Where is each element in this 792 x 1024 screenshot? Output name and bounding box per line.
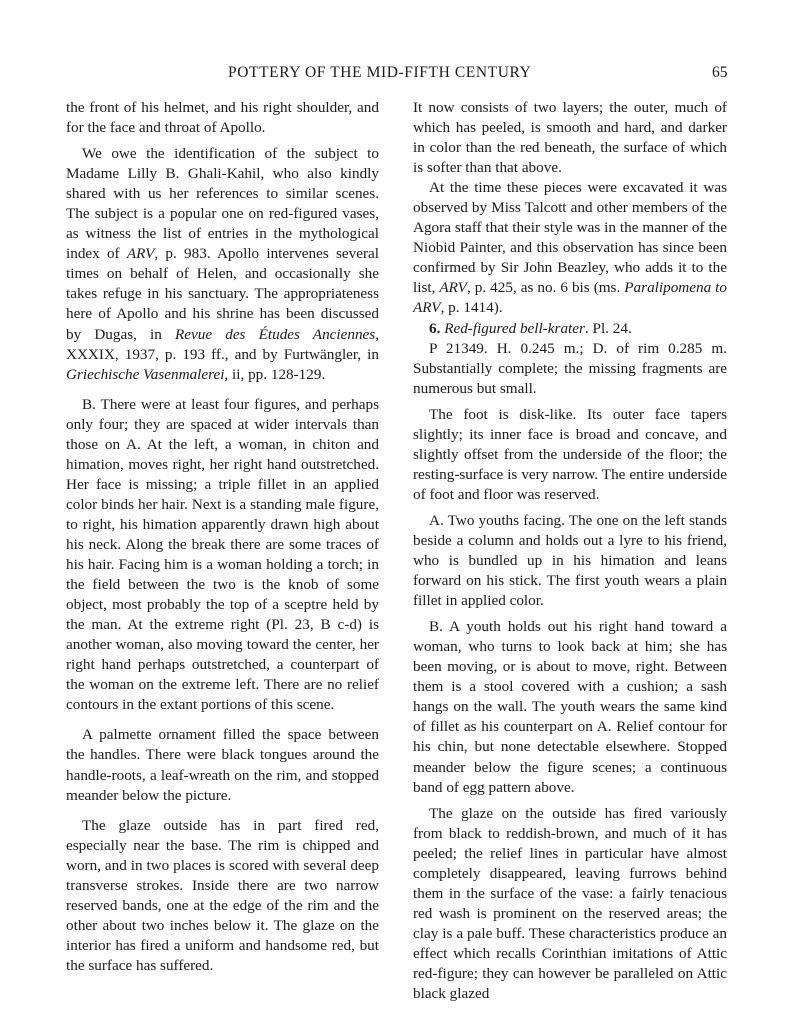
- paragraph-glaze: The glaze outside has in part fired red, especially near the base. The rim is chipped and worn, and in two places is scored with several deep transverse strokes. Inside there are two narrow reserved bands, one at the edge of the rim and the other about two inches below it. The glaze on the interior has fired a uniform and handsome red, but the surface has suffered.: [66, 816, 379, 974]
- paragraph-foot: The foot is disk-like. Its outer face tapers slightly; its inner face is broad and concave, and slightly offset from the underside of the floor; the resting-surface is very narrow. The entire underside of foot and floor was reserved.: [413, 405, 727, 503]
- paragraph-identification: We owe the identification of the subject to Madame Lilly B. Ghali-Kahil, who also kindly shared with us her references to similar scenes. The subject is a popular one on red-figured vases, as witness the list of entries in the mythological index of ARV, p. 983. Apollo intervenes several times on behalf of Helen, and occasionally she takes refuge in his sanctuary. The appropriateness here of Apollo and his shrine has been discussed by Dugas, in Revue des Études Anciennes, XXXIX, 1937, p. 193 ff., and by Furtwängler, in Griechische Vasenmalerei, ii, pp. 128-129.: [66, 145, 379, 383]
- paragraph-glaze-outside: The glaze on the outside has fired variously from black to reddish-brown, and much of it has peeled; the relief lines in particular have almost completely disappeared, leaving furrows behind them in the surface of the vase: a fairly tenacious red wash is prominent on the reserved areas; the clay is a pale buff. These characteristics produce an effect which recalls Corinthian imitations of Attic red-figure; they can however be paralleled on Attic black glazed: [413, 804, 727, 1003]
- paralipomena-reference: Paralipomena to ARV: [413, 279, 727, 317]
- paragraph-palmette: A palmette ornament filled the space between the handles. There were black tongues around the handle-roots, a leaf-wreath on the rim, and stopped meander below the picture.: [66, 726, 379, 804]
- entry-plate: . Pl. 24.: [584, 319, 632, 337]
- paragraph-side-a: A. Two youths facing. The one on the left stands beside a column and holds out a lyre to his friend, who is bundled up in his himation and leans forward on his stick. The first youth wears a plain fillet in applied color.: [413, 511, 727, 610]
- catalogue-entry-heading: [413, 319, 727, 339]
- running-title: POTTERY OF THE MID-FIFTH CENTURY: [228, 64, 532, 81]
- running-head: [0, 64, 792, 86]
- paragraph-helmet-continuation: the front of his helmet, and his right shoulder, and for the face and throat of Apollo.: [66, 99, 379, 137]
- entry-title: Red-figured bell-krater: [444, 319, 585, 337]
- revue-reference: Revue des Études Anciennes,: [175, 325, 379, 343]
- vasenmalerei-reference: Griechische Vasenmalerei,: [66, 365, 229, 383]
- paragraph-layers: It now consists of two layers; the outer, much of which has peeled, is smooth and hard, and darker in color than the red beneath, the surface of which is softer than that above.: [413, 99, 727, 177]
- paragraph-side-b: B. There were at least four figures, and perhaps only four; they are spaced at wider intervals than those on A. At the left, a woman, in chiton and himation, moves right, her right hand outstretched. Her face is missing; a triple fillet in an applied color binds her hair. Next is a standing male figure, to right, his himation apparently drawn high about his neck. Along the break there are some traces of his hair. Facing him is a woman holding a torch; in the field between the two is the knob of some object, most probably the top of a sceptre held by the man. At the extreme right (Pl. 23, B c-d) is another woman, also moving toward the center, her right hand perhaps outstretched, a counterpart of the woman on the extreme left. There are no relief contours in the extant portions of this scene.: [66, 395, 379, 714]
- arv-reference: ARV: [126, 245, 155, 263]
- right-column: [413, 98, 727, 1004]
- paragraph-dimensions: P 21349. H. 0.245 m.; D. of rim 0.285 m. Substantially complete; the missing fragments are numerous but small.: [413, 339, 727, 397]
- paragraph-excavation: At the time these pieces were excavated it was observed by Miss Talcott and other members of the Agora staff that their style was in the manner of the Niobid Painter, and this observation has since been confirmed by Sir John Beazley, who adds it to the list, ARV, p. 425, as no. 6 bis (ms. Paralipomena to ARV, p. 1414).: [413, 179, 727, 317]
- arv-reference: ARV: [439, 279, 467, 297]
- entry-number: 6.: [429, 319, 441, 337]
- left-column: [66, 98, 379, 976]
- paragraph-side-b: B. A youth holds out his right hand toward a woman, who turns to look back at him; she has been moving, or is about to move, right. Between them is a stool covered with a cushion; a sash hangs on the wall. The youth wears the same kind of fillet as his counterpart on A. Relief contour for his chin, but none detectable elsewhere. Stopped meander below the figure scenes; a continuous band of egg pattern above.: [413, 618, 727, 796]
- page-number: 65: [712, 64, 728, 81]
